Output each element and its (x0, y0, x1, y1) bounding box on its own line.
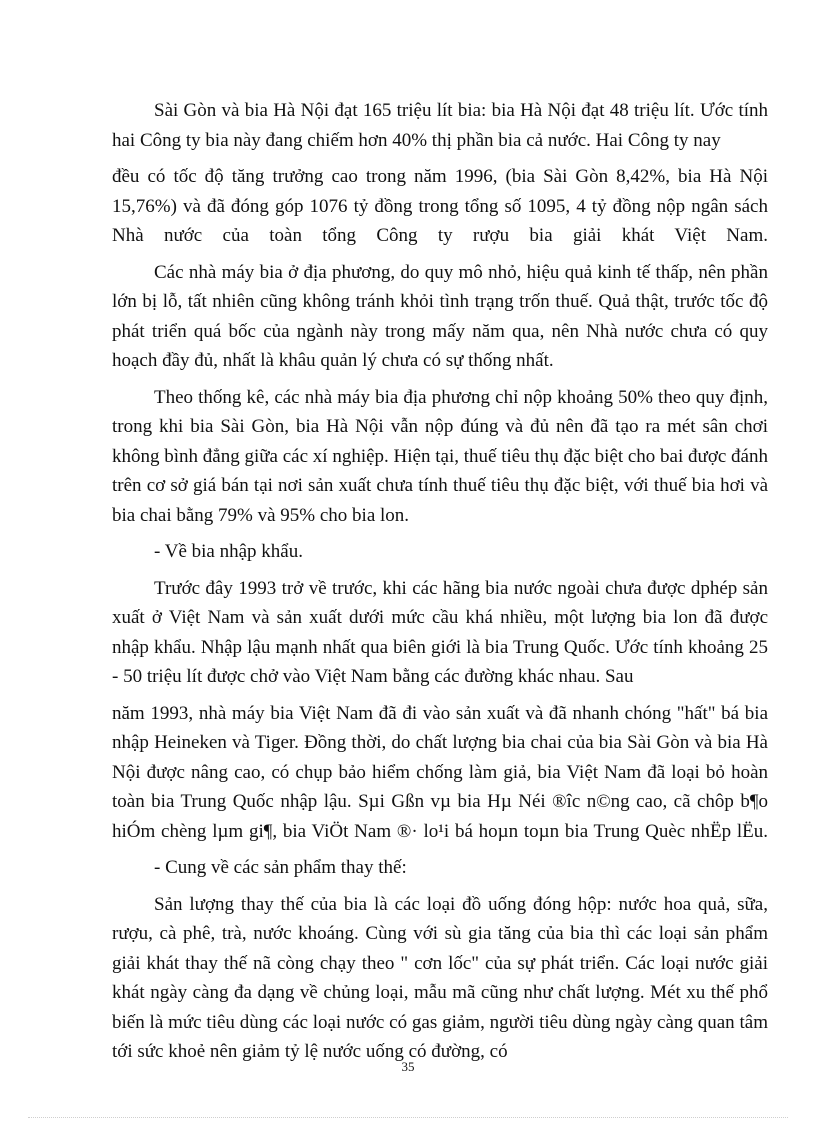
footer-divider (28, 1117, 788, 1118)
paragraph-5: Trước đây 1993 trở về trước, khi các hãng bia nước ngoài chưa được dphép sản xuất ở Việt Nam và sản xuất dưới mức cầu khá nhiều, một lượng bia lon đã được nhập khẩu. Nhập lậu mạnh nhất qua biên giới là bia Trung Quốc. Ước tính khoảng 25 - 50 triệu lít được chở vào Việt Nam bằng các đường khác nhau. Sau (112, 577, 768, 687)
document-body (112, 96, 768, 1074)
page-number: 35 (401, 1059, 415, 1074)
paragraph-7: Sản lượng thay thế của bia là các loại đồ uống đóng hộp: nước hoa quả, sữa, rượu, cà phê, trà, nước khoáng. Cùng với sù gia tăng của bia thì các loại sản phẩm giải khát thay thế nã còng chạy theo " cơn lốc" của sự phát triển. Các loại nước giải khát ngày càng đa dạng về chủng loại, mẫu mã cũng như chất lượng. Mét xu thế phổ biến là mức tiêu dùng các loại nước có gas giảm, người tiêu dùng ngày càng quan tâm tới sức khoẻ nên giảm tỷ lệ nước uống có đường, có (112, 893, 768, 1062)
paragraph-1: Sài Gòn và bia Hà Nội đạt 165 triệu lít bia: bia Hà Nội đạt 48 triệu lít. Ước tính hai Công ty bia này đang chiếm hơn 40% thị phần bia cả nước. Hai Công ty nay (112, 100, 768, 151)
section-heading-substitutes: - Cung về các sản phẩm thay thế: (154, 857, 407, 878)
paragraph-4: Theo thống kê, các nhà máy bia địa phương chỉ nộp khoảng 50% theo quy định, trong khi bia Sài Gòn, bia Hà Nội vẫn nộp đúng và đủ nên đã tạo ra mét sân chơi không bình đẳng giữa các xí nghiệp. Hiện tại, thuế tiêu thụ đặc biệt cho bai được đánh trên cơ sở giá bán tại nơi sản xuất chưa tính thuế tiêu thụ đặc biệt, với thuế bia hơi và bia chai bằng 79% và 95% cho bia lon. (112, 386, 768, 526)
paragraph-6: năm 1993, nhà máy bia Việt Nam đã đi vào sản xuất và đã nhanh chóng "hất" bá bia nhập Heineken và Tiger. Đồng thời, do chất lượng bia chai của bia Sài Gòn và bia Hà Nội được nâng cao, có chụp bảo hiểm chống làm giả, bia Việt Nam đã loại bỏ hoàn toàn bia Trung Quốc nhập lậu. Sµi Gßn vµ bia Hµ Néi ®îc n©ng cao, cã chôp b¶o hiÓm chèng lµm gi¶, bia ViÖt Nam ®· lo¹i bá hoµn toµn bia Trung Quèc nhËp lËu. (112, 702, 768, 842)
paragraph-2: đều có tốc độ tăng trưởng cao trong năm 1996, (bia Sài Gòn 8,42%, bia Hà Nội 15,76%) và đã đóng góp 1076 tỷ đồng trong tổng số 1095, 4 tỷ đồng nộp ngân sách Nhà nước của toàn tổng Công ty rượu bia giải khát Việt Nam. (112, 166, 768, 246)
section-heading-imported-beer: - Về bia nhập khẩu. (154, 541, 303, 562)
paragraph-3: Các nhà máy bia ở địa phương, do quy mô nhỏ, hiệu quả kinh tế thấp, nên phần lớn bị lỗ, tất nhiên cũng không tránh khỏi tình trạng trốn thuế. Quả thật, trước tốc độ phát triển quá bốc của ngành này trong mấy năm qua, nên Nhà nước chưa có quy hoạch đầy đủ, nhất là khâu quản lý chưa có sự thống nhất. (112, 261, 768, 371)
